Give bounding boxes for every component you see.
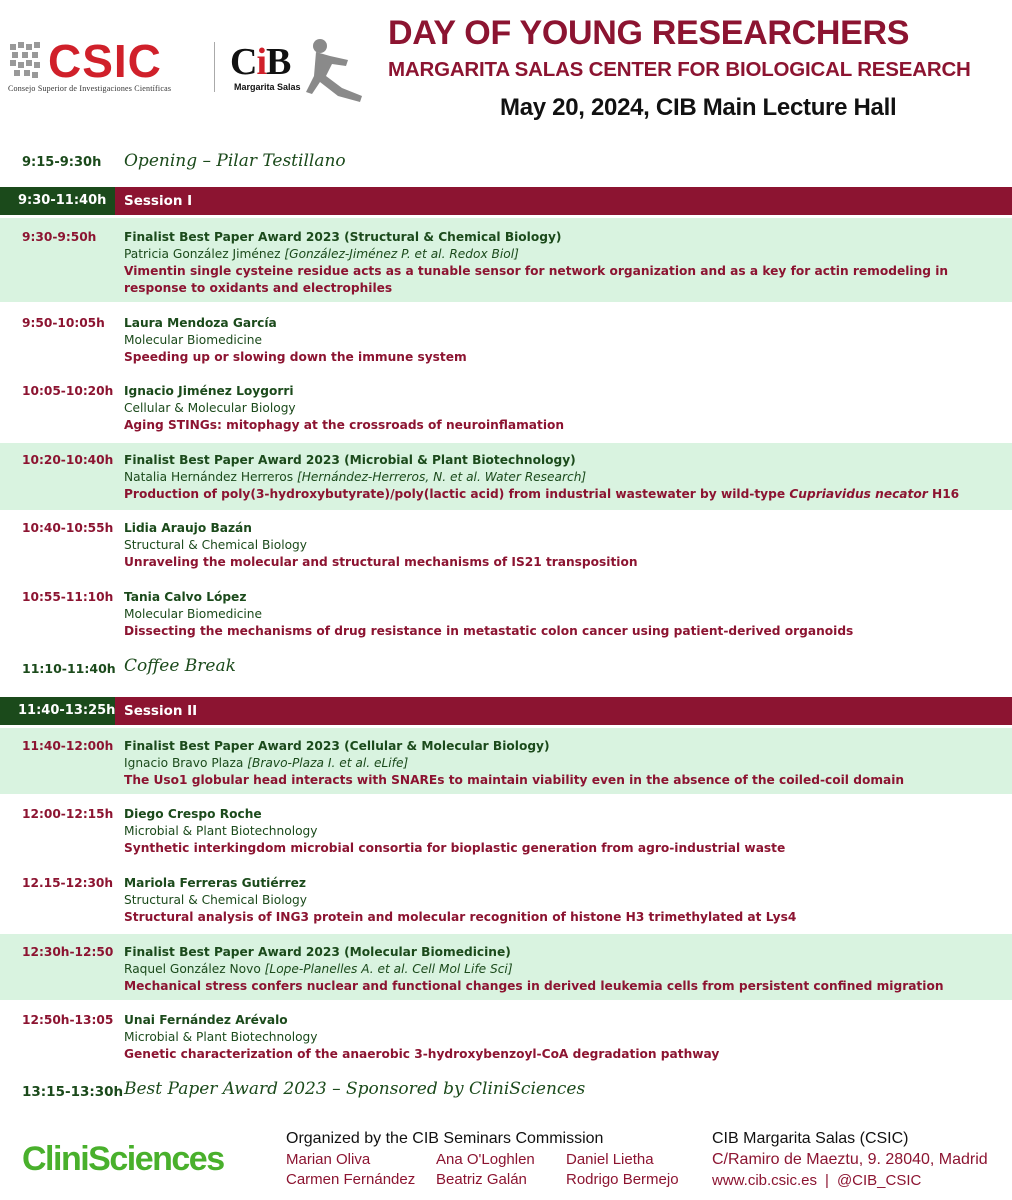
talk-s2-5 — [0, 1003, 1012, 1069]
talk-time: 12:00-12:15h — [22, 807, 114, 821]
talk-department: Cellular & Molecular Biology — [124, 401, 296, 415]
talk-title: Speeding up or slowing down the immune system — [124, 350, 467, 364]
talk-s1-2 — [0, 306, 1012, 372]
award-title: Best Paper Award 2023 – Sponsored by CliniSciences — [124, 1079, 586, 1099]
session-1-time: 9:30-11:40h — [0, 187, 115, 215]
talk-award-line: Finalist Best Paper Award 2023 (Structural & Chemical Biology) — [124, 230, 562, 244]
coffee-break-time: 11:10-11:40h — [22, 661, 116, 676]
committee-member: Beatriz Galán — [436, 1171, 527, 1188]
opening-time: 9:15-9:30h — [22, 155, 102, 170]
website-link[interactable]: www.cib.csic.es — [712, 1172, 818, 1189]
event-title: DAY OF YOUNG RESEARCHERS — [388, 14, 910, 52]
talk-department: Structural & Chemical Biology — [124, 893, 307, 907]
csic-logo-subtitle: Consejo Superior de Investigaciones Científicas — [8, 84, 172, 93]
talk-speaker: Laura Mendoza García — [124, 316, 277, 330]
committee-member: Ana O'Loghlen — [436, 1151, 535, 1168]
talk-title: Dissecting the mechanisms of drug resistance in metastatic colon cancer using patient-derived organoids — [124, 624, 854, 638]
award-time: 13:15-13:30h — [22, 1084, 124, 1100]
session-1-bar — [0, 187, 1012, 215]
session-1-label: Session I — [124, 193, 193, 209]
award-row — [0, 1078, 1012, 1104]
talk-s1-5 — [0, 511, 1012, 577]
talk-title: Genetic characterization of the anaerobic 3-hydroxybenzoyl-CoA degradation pathway — [124, 1047, 720, 1061]
session-2-label: Session II — [124, 703, 198, 719]
talk-speaker: Natalia Hernández Herreros [Hernández-Herreros, N. et al. Water Research] — [124, 470, 587, 484]
logo-divider — [214, 42, 215, 92]
talk-s1-3 — [0, 374, 1012, 440]
talk-department: Microbial & Plant Biotechnology — [124, 824, 318, 838]
talk-time: 12.15-12:30h — [22, 876, 114, 890]
talk-title: Aging STINGs: mitophagy at the crossroads of neuroinflamation — [124, 418, 565, 432]
address-line: C/Ramiro de Maeztu, 9. 28040, Madrid — [712, 1151, 988, 1168]
running-figure-icon — [296, 36, 368, 104]
talk-title: Vimentin single cysteine residue acts as a tunable sensor for network organization and as a key for actin remodeling in response to oxidants and electrophiles — [124, 264, 949, 295]
talk-time: 12:30h-12:50 — [22, 945, 114, 959]
talk-department: Microbial & Plant Biotechnology — [124, 1030, 318, 1044]
talk-award-line: Finalist Best Paper Award 2023 (Molecular Biomedicine) — [124, 945, 511, 959]
talk-title: Unraveling the molecular and structural mechanisms of IS21 transposition — [124, 555, 638, 569]
cib-logo-subtitle: Margarita Salas — [234, 82, 301, 92]
talk-time: 11:40-12:00h — [22, 739, 114, 753]
session-2-time: 11:40-13:25h — [0, 697, 115, 725]
talk-title: The Uso1 globular head interacts with SNAREs to maintain viability even in the absence of the coiled-coil domain — [124, 773, 905, 787]
coffee-break-row — [0, 655, 1012, 681]
event-subtitle: MARGARITA SALAS CENTER FOR BIOLOGICAL RESEARCH — [388, 58, 971, 81]
talk-s1-4 — [0, 443, 1012, 510]
clinisciences-logo: CliniSciences — [22, 1140, 224, 1178]
csic-logo — [8, 35, 208, 98]
address-title: CIB Margarita Salas (CSIC) — [712, 1130, 909, 1147]
talk-speaker: Patricia González Jiménez [González-Jiménez P. et al. Redox Biol] — [124, 247, 519, 261]
talk-time: 10:55-11:10h — [22, 590, 114, 604]
talk-speaker: Unai Fernández Arévalo — [124, 1013, 288, 1027]
opening-row — [0, 150, 1012, 176]
talk-time: 10:05-10:20h — [22, 384, 114, 398]
talk-speaker: Diego Crespo Roche — [124, 807, 262, 821]
talk-time: 9:50-10:05h — [22, 316, 105, 330]
committee-member: Rodrigo Bermejo — [566, 1171, 679, 1188]
talk-speaker: Tania Calvo López — [124, 590, 247, 604]
cib-logo-text: CiB — [230, 41, 291, 83]
talk-title: Mechanical stress confers nuclear and functional changes in derived leukemia cells from persistent confined migration — [124, 979, 944, 993]
talk-department: Molecular Biomedicine — [124, 333, 263, 347]
talk-time: 10:20-10:40h — [22, 453, 114, 467]
talk-s2-4 — [0, 934, 1012, 1000]
talk-speaker: Raquel González Novo [Lope-Planelles A. et al. Cell Mol Life Sci] — [124, 962, 513, 976]
talk-time: 9:30-9:50h — [22, 230, 97, 244]
organized-by: Organized by the CIB Seminars Commission — [286, 1130, 604, 1147]
header — [0, 0, 1012, 140]
talk-s2-3 — [0, 866, 1012, 932]
social-handle-link[interactable]: @CIB_CSIC — [836, 1172, 922, 1189]
talk-speaker: Ignacio Bravo Plaza [Bravo-Plaza I. et al. eLife] — [124, 756, 409, 770]
talk-department: Structural & Chemical Biology — [124, 538, 307, 552]
opening-title: Opening – Pilar Testillano — [124, 151, 346, 171]
talk-s1-1 — [0, 218, 1012, 302]
coffee-break-title: Coffee Break — [124, 656, 236, 676]
talk-title: Synthetic interkingdom microbial consortia for bioplastic generation from agro-industrial waste — [124, 841, 786, 855]
talk-s2-1 — [0, 728, 1012, 794]
talk-title: Production of poly(3-hydroxybutyrate)/poly(lactic acid) from industrial wastewater by wild-type Cupriavidus necator H16 — [124, 487, 960, 501]
talk-time: 12:50h-13:05 — [22, 1013, 114, 1027]
event-date-venue: May 20, 2024, CIB Main Lecture Hall — [500, 94, 897, 121]
csic-emblem-icon — [8, 40, 42, 80]
talk-speaker: Mariola Ferreras Gutiérrez — [124, 876, 307, 890]
cib-logo — [226, 36, 366, 106]
csic-logo-text: CSIC — [48, 35, 162, 87]
talk-s1-6 — [0, 580, 1012, 646]
contact-line — [712, 1172, 921, 1189]
talk-title: Structural analysis of ING3 protein and molecular recognition of histone H3 trimethylated at Lys4 — [124, 910, 797, 924]
talk-s2-2 — [0, 797, 1012, 863]
talk-award-line: Finalist Best Paper Award 2023 (Microbial & Plant Biotechnology) — [124, 453, 576, 467]
talk-speaker: Ignacio Jiménez Loygorri — [124, 384, 294, 398]
talk-time: 10:40-10:55h — [22, 521, 114, 535]
talk-speaker: Lidia Araujo Bazán — [124, 521, 252, 535]
committee-member: Marian Oliva — [286, 1151, 371, 1168]
talk-department: Molecular Biomedicine — [124, 607, 263, 621]
session-2-bar — [0, 697, 1012, 725]
committee-member: Daniel Lietha — [566, 1151, 654, 1168]
committee-member: Carmen Fernández — [286, 1171, 416, 1188]
contact-separator: | — [825, 1172, 829, 1189]
talk-award-line: Finalist Best Paper Award 2023 (Cellular & Molecular Biology) — [124, 739, 550, 753]
